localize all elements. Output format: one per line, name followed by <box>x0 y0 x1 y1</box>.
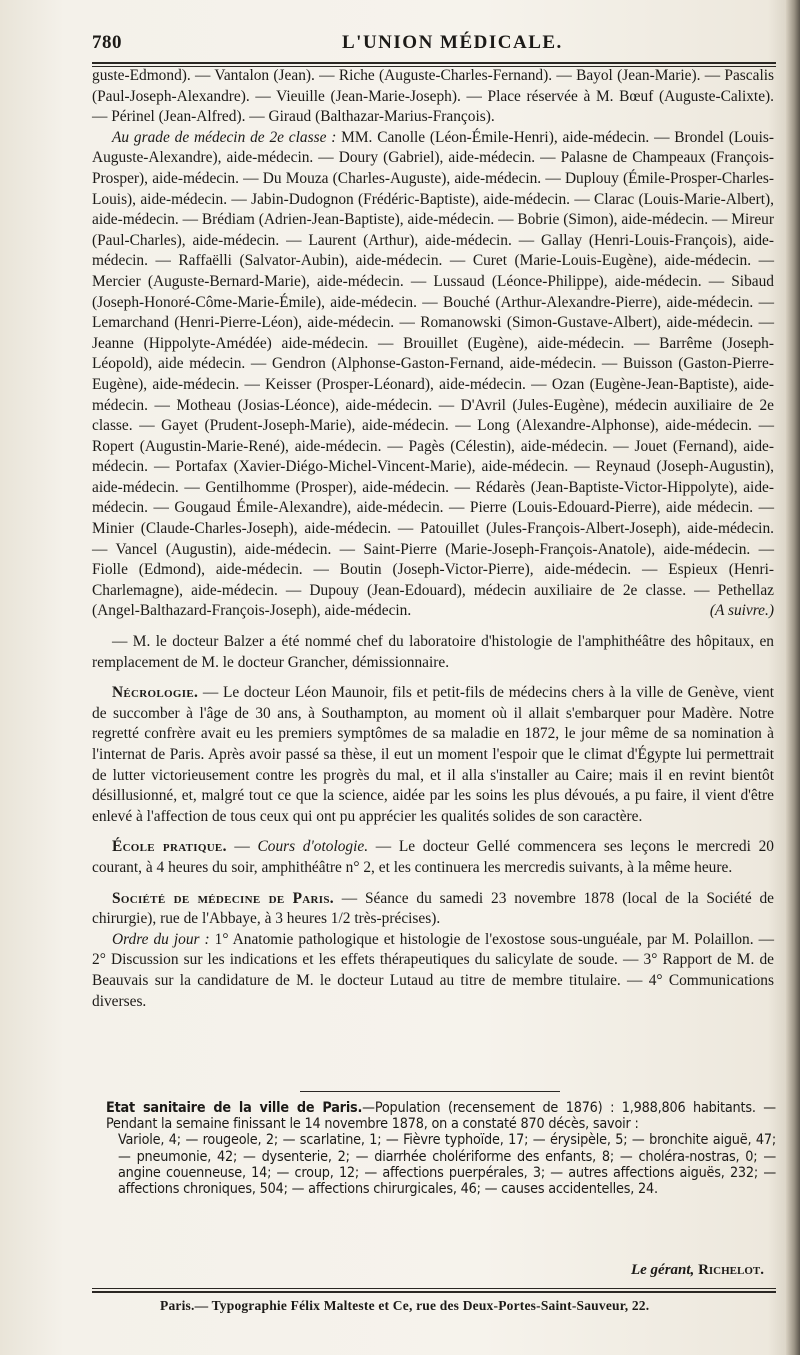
spacer <box>92 827 774 837</box>
societe-paragraph <box>92 889 774 930</box>
sanitary-report <box>106 1100 776 1197</box>
gerant-signature <box>631 1262 764 1279</box>
spacer <box>92 879 774 889</box>
necrologie-body: — Le docteur Léon Maunoir, fils et petit-fils de médecins chers à la ville de Genève, vient de succomber à l'âge de 30 ans, à Southampton, au moment où il allait s'embarquer pour Madère. Notre regretté confrère avait eu les premiers symptômes de sa maladie en 1872, le jour même de sa nomination à l'internat de Paris. Après avoir passé sa thèse, il eut un moment l'espoir que le climat d'Égypte lui permettrait de lutter victorieusement contre les progrès du mal, et il alla s'installer au Caire; mais il en revint bientôt désillusionné, et, malgré tout ce que la science, aidée par les soins les plus dévoués, a pu faire, il vient d'être enlevé à l'affection de tous ceux qui ont pu apprécier les qualités solides de son caractère. <box>92 684 774 825</box>
gerant-label: Le gérant, <box>630 1262 695 1278</box>
promotions-second-class-body: MM. Canolle (Léon-Émile-Henri), aide-médecin. — Brondel (Louis-Auguste-Alexandre), aide-médecin. — Doury (Gabriel), aide-médecin. — Palasne de Champeaux (François-Prosper), aide-médecin. — Du Mouza (Charles-Auguste), aide-médecin. — Duplouy (Émile-Prosper-Charles-Louis), aide-médecin. — Jabin-Dudognon (Frédéric-Baptiste), aide-médecin. — Clarac (Louis-Marie-Albert), aide-médecin. — Brédiam (Adrien-Jean-Baptiste), aide-médecin. — Bobrie (Simon), aide-médecin. — Mireur (Paul-Charles), aide-médecin. — Laurent (Arthur), aide-médecin. — Gallay (Henri-Louis-François), aide-médecin. — Raffaëlli (Salvator-Aubin), aide-médecin. — Curet (Marie-Louis-Eugène), aide-médecin. — Mercier (Auguste-Bernard-Marie), aide-médecin. — Lussaud (Léonce-Philippe), aide-médecin. — Sibaud (Joseph-Honoré-Côme-Marie-Émile), aide-médecin. — Bouché (Arthur-Alexandre-Pierre), aide-médecin. — Lemarchand (Henri-Pierre-Léon), aide-médecin. — Romanowski (Simon-Gustave-Albert), aide-médecin. — Jeanne (Hippolyte-Amédée) aide-médecin. — Brouillet (Eugène), aide-médecin. — Barrême (Joseph-Léopold), aide médecin. — Gendron (Alphonse-Gaston-Fernand, aide-médecin. — Buisson (Gaston-Pierre-Eugène), aide-médecin. — Keisser (Prosper-Léonard), aide-médecin. — Ozan (Eugène-Jean-Baptiste), aide-médecin. — Motheau (Josias-Léonce), aide-médecin. — D'Avril (Jules-Eugène), médecin auxiliaire de 2e classe. — Gayet (Prudent-Joseph-Marie), aide-médecin. — Long (Alexandre-Alphonse), aide-médecin. — Ropert (Augustin-Marie-René), aide-médecin. — Pagès (Célestin), aide-médecin. — Jouet (Fernand), aide-médecin. — Portafax (Xavier-Diégo-Michel-Vincent-Marie), aide-médecin. — Reynaud (Joseph-Augustin), aide-médecin. — Gentilhomme (Prosper), aide-médecin. — Rédarès (Jean-Baptiste-Victor-Hippolyte), aide-médecin. — Gougaud Émile-Alexandre), aide-médecin. — Pierre (Louis-Edouard-Pierre), aide médecin. — Minier (Claude-Charles-Joseph), aide-médecin. — Patouillet (Jules-François-Albert-Joseph), aide-médecin. — Vancel (Augustin), aide-médecin. — Saint-Pierre (Marie-Joseph-François-Anatole), aide-médecin. — Fiolle (Edmond), aide-médecin. — Boutin (Joseph-Victor-Pierre), aide-médecin. — Espieux (Henri-Charlemagne), aide-médecin. — Dupouy (Jean-Edouard), médecin auxiliaire de 2e classe. — Pethellaz (Angel-Balthazard-François-Joseph), aide-médecin. <box>92 128 774 620</box>
ecole-paragraph: École pratique. — Cours d'otologie. — Le docteur Gellé commencera ses leçons le mercredi 20 courant, à 4 heures du soir, amphithéâtre n° 2, et les continuera les mercredis suivants, à la même heure. <box>92 838 774 876</box>
page-edge-shadow <box>786 0 800 1355</box>
sanitary-intro-paragraph <box>106 1100 776 1132</box>
printer-imprint: Paris.— Typographie Félix Malteste et Ce, rue des Deux-Portes-Saint-Sauveur, 22. <box>160 1298 650 1313</box>
section-divider <box>300 1091 560 1092</box>
promotions-first-class-continued: guste-Edmond). — Vantalon (Jean). — Riche (Auguste-Charles-Fernand). — Bayol (Jean-Marie). — Pascalis (Paul-Joseph-Alexandre). — Vieuille (Jean-Marie-Joseph). — Place réservée à M. Bœuf (Auguste-Calixte). — Périnel (Jean-Alfred). — Giraud (Balthazar-Marius-François). <box>92 67 774 126</box>
ecole-course: Cours d'otologie. <box>257 838 369 856</box>
page-number: 780 <box>92 32 122 53</box>
necrologie-label: Nécrologie. <box>112 684 199 702</box>
journal-title: L'UNION MÉDICALE. <box>342 32 563 53</box>
societe-label: Société de médecine de Paris. <box>112 889 334 907</box>
footer-rule <box>92 1288 776 1293</box>
spacer <box>92 622 774 632</box>
ordre-du-jour-paragraph <box>92 930 774 1012</box>
promotions-second-class <box>92 128 774 622</box>
balzer-notice: — M. le docteur Balzer a été nommé chef du laboratoire d'histologie de l'amphithéâtre des hôpitaux, en remplacement de M. le docteur Grancher, démissionnaire. <box>92 633 774 671</box>
necrologie-paragraph <box>92 683 774 827</box>
to-follow-note: (A suivre.) <box>709 602 774 620</box>
promotions-second-class-lead: Au grade de médecin de 2e classe : <box>112 128 337 146</box>
ordre-body: 1° Anatomie pathologique et histologie de l'exostose sous-unguéale, par M. Polaillon. — 2° Discussion sur les indications et les effets thérapeutiques du salicylate de soude. — 3° Rapport de M. de Beauvais sur la candidature de M. le docteur Lutaud au titre de membre titulaire. — 4° Communications diverses. <box>92 930 774 1010</box>
main-text-column <box>92 66 774 1012</box>
spacer <box>92 673 774 683</box>
societe-body: — Séance du samedi 23 novembre 1878 (local de la Société de chirurgie), rue de l'Abbaye, à 3 heures 1/2 très-précises). <box>92 889 774 928</box>
ordre-label: Ordre du jour : <box>112 930 210 948</box>
sanitary-intro: —Population (recensement de 1876) : 1,988,806 habitants. — Pendant la semaine finissant le 14 novembre 1878, on a constaté 870 décès, savoir : <box>106 1100 776 1133</box>
gerant-name: Richelot. <box>698 1262 764 1278</box>
sanitary-title: Etat sanitaire de la ville de Paris. <box>106 1100 363 1116</box>
page-header <box>92 30 772 58</box>
ecole-body: — Le docteur Gellé commencera ses leçons le mercredi 20 courant, à 4 heures du soir, amphithéâtre n° 2, et les continuera les mercredis suivants, à la même heure. <box>92 838 774 876</box>
sanitary-causes-list: Variole, 4; — rougeole, 2; — scarlatine, 1; — Fièvre typhoïde, 17; — érysipèle, 5; — bronchite aiguë, 47; — pneumonie, 42; — dysenterie, 2; — diarrhée cholériforme des enfants, 8; — choléra-nostras, 0; — angine couenneuse, 14; — croup, 12; — affections puerpérales, 3; — autres affections aiguës, 232; — affections chroniques, 504; — affections chirurgicales, 46; — causes accidentelles, 24. <box>118 1132 776 1198</box>
ecole-label: École pratique. <box>112 838 227 856</box>
